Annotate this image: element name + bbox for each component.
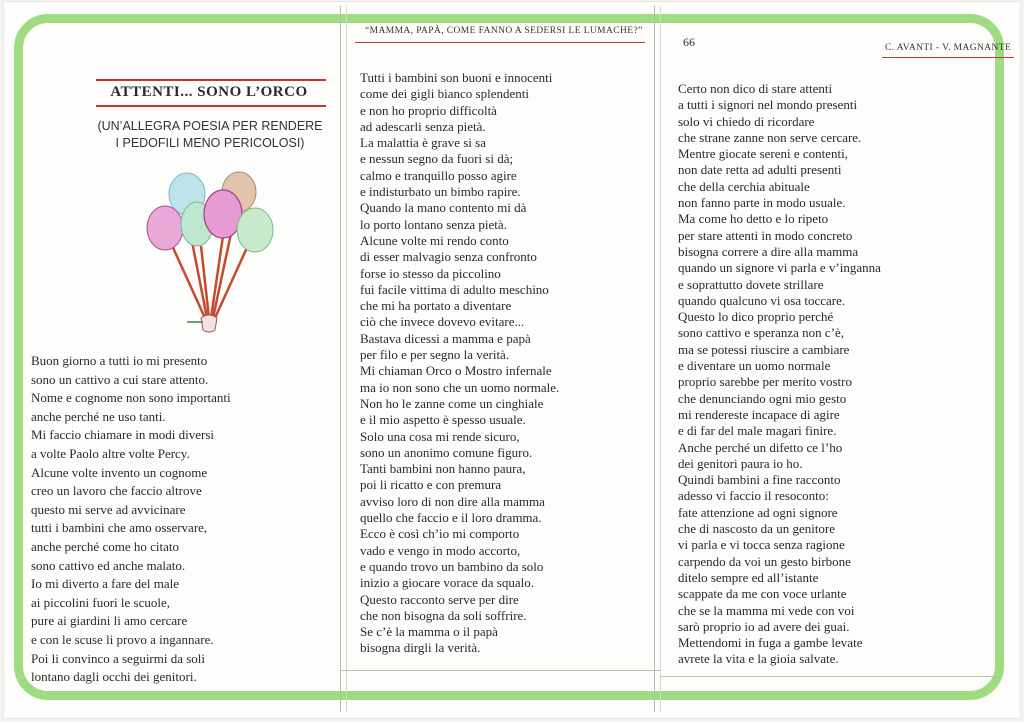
poem-line: per filo e per segno la verità.: [360, 347, 510, 363]
poem-line: Questo racconto serve per dire: [360, 591, 519, 607]
page-number: 66: [683, 35, 695, 49]
poem-line: e con le scuse li provo a ingannare.: [31, 631, 214, 647]
poem-line: Mentre giocate sereni e contenti,: [678, 146, 849, 162]
poem-line: questo mi serve ad avvicinare: [31, 501, 186, 517]
poem-line: Alcune volte invento un cognome: [31, 464, 208, 480]
poem-line: anche perché come ho citato: [31, 538, 179, 554]
poem-line: La malattia è grave si sa: [360, 135, 486, 151]
poem-line: Non ho le zanne come un cinghiale: [360, 395, 544, 411]
poem-line: Nome e cognome non sono importanti: [31, 390, 231, 406]
poem-line: anche perché ne uso tanti.: [31, 408, 166, 424]
page-fold-divider: [660, 6, 661, 712]
poem-line: adesso vi faccio il resoconto:: [678, 488, 829, 504]
poem-title: ATTENTI... SONO L’ORCO: [110, 84, 308, 100]
poem-line: fate attenzione ad ogni signore: [678, 504, 838, 520]
poem-line: e indisturbato un bimbo rapire.: [360, 184, 521, 200]
poem-line: a tutti i signori nel mondo presenti: [678, 97, 858, 113]
poem-line: ai piccolini fuori le scuole,: [31, 594, 170, 610]
poem-line: e nessun segno da fuori si dà;: [360, 151, 514, 167]
poem-line: e il mio aspetto è spesso usuale.: [360, 412, 526, 428]
poem-line: sarò proprio io ad avere dei guai.: [678, 618, 850, 634]
poem-line: avrete la vita e la gioia salvate.: [678, 651, 839, 667]
poem-line: Mettendomi in fuga a gambe levate: [678, 635, 863, 651]
poem-line: quando un signore vi parla e v’inganna: [678, 260, 881, 276]
poem-line: Mi faccio chiamare in modi diversi: [31, 427, 215, 443]
poem-line: Io mi diverto a fare del male: [31, 576, 179, 592]
poem-line: solo vi chiedo di ricordare: [678, 113, 815, 129]
poem-line: non date retta ad adulti presenti: [678, 162, 842, 178]
poem-line: quello che faccio e il loro dramma.: [360, 510, 542, 526]
poem-line: come dei gigli bianco splendenti: [360, 86, 529, 102]
poem-line: scappate da me con voce urlante: [678, 586, 847, 602]
poem-line: Solo una cosa mi rende sicuro,: [360, 428, 520, 444]
poem-line: Alcune volte mi rendo conto: [360, 232, 509, 248]
poem-line: lo porto lontano senza pietà.: [360, 216, 507, 232]
poem-line: bisogna correre a dire alla mamma: [678, 243, 859, 259]
balloons-illustration: [135, 168, 285, 338]
poem-line: avviso loro di non dire alla mamma: [360, 493, 545, 509]
title-rule-bottom: [96, 105, 326, 107]
poem-line: poi li ricatto e con premura: [360, 477, 502, 493]
page-edge-line: [340, 670, 660, 671]
poem-line: sono cattivo e speranza non c’è,: [678, 325, 845, 341]
poem-line: Anche perché un difetto ce l’ho: [678, 439, 843, 455]
poem-line: Se c’è la mamma o il papà: [360, 624, 498, 640]
poem-line: e di far del male magari finire.: [678, 423, 837, 439]
poem-line: che della cerchia abituale: [678, 178, 810, 194]
poem-line: dei genitori paura io ho.: [678, 455, 803, 471]
running-header-authors: C. AVANTI - V. MAGNANTE: [885, 43, 1012, 53]
poem-line: e non ho proprio difficoltà: [360, 102, 497, 118]
page-fold-divider: [340, 6, 341, 712]
poem-line: forse io stesso da piccolino: [360, 265, 501, 281]
poem-line: Ma come ho detto e lo ripeto: [678, 211, 829, 227]
poem-line: ciò che invece dovevo evitare...: [360, 314, 525, 330]
poem-line: Questo lo dico proprio perché: [678, 309, 834, 325]
poem-line: sono un cattivo a cui stare attento.: [31, 371, 209, 387]
poem-line: fui facile vittima di adulto meschino: [360, 281, 549, 297]
poem-line: proprio sarebbe per merito vostro: [678, 374, 853, 390]
poem-line: Quindi bambini a fine racconto: [678, 472, 841, 488]
poem-line: Buon giorno a tutti io mi presento: [31, 353, 208, 368]
poem-column-3: [678, 80, 881, 667]
poem-line: a volte Paolo altre volte Percy.: [31, 445, 190, 461]
poem-line: sono cattivo ed anche malato.: [31, 557, 186, 573]
poem-column-1: [31, 352, 231, 687]
page-fold-divider: [346, 6, 347, 712]
poem-line: pure ai giardini li amo cercare: [31, 613, 188, 629]
poem-line: ad adescarli senza pietà.: [360, 118, 486, 134]
poem-line: ditelo sempre ed all’istante: [678, 569, 819, 585]
poem-line: lontano dagli occhi dei genitori.: [31, 669, 197, 685]
poem-line: mi rendereste incapace di agire: [678, 406, 840, 422]
poem-line: che mi ha portato a diventare: [360, 298, 512, 314]
poem-line: inizio a giocare vorace da squalo.: [360, 575, 534, 591]
poem-line: Bastava dicessi a mamma e papà: [360, 330, 531, 346]
poem-column-2: [360, 69, 559, 656]
poem-line: e diventare un uomo normale: [678, 358, 831, 374]
poem-subtitle-line: I PEDOFILI MENO PERICOLOSI): [115, 136, 305, 150]
poem-line: Ecco è così ch’io mi comporto: [360, 526, 520, 542]
poem-line: non fanno parte in modo usuale.: [678, 195, 846, 211]
poem-line: Tanti bambini non hanno paura,: [360, 461, 526, 477]
poem-line: calmo e tranquillo posso agire: [360, 167, 517, 183]
header-rule: [882, 57, 1014, 58]
running-header-title: “MAMMA, PAPÀ, COME FANNO A SEDERSI LE LUMACHE?”: [365, 26, 643, 36]
poem-line: sono un anonimo comune figuro.: [360, 444, 533, 460]
poem-subtitle: [80, 118, 340, 152]
poem-line: Quando la mano contento mi dà: [360, 200, 527, 216]
header-rule: [355, 42, 645, 43]
poem-line: e quando trovo un bambino da solo: [360, 558, 544, 574]
poem-line: che denunciando ogni mio gesto: [678, 390, 847, 406]
poem-line: bisogna dirgli la verità.: [360, 640, 481, 656]
poem-line: Poi li convinco a seguirmi da soli: [31, 650, 206, 666]
poem-line: e soprattutto dovete strillare: [678, 276, 824, 292]
poem-line: carpendo da voi un gesto birbone: [678, 553, 851, 569]
page-edge-line: [660, 676, 1000, 677]
poem-subtitle-line: (UN’ALLEGRA POESIA PER RENDERE: [97, 119, 323, 133]
poem-line: che strane zanne non serve cercare.: [678, 129, 862, 145]
poem-line: di esser malvagio senza confronto: [360, 249, 537, 265]
poem-line: ma se potessi riuscire a cambiare: [678, 341, 850, 357]
poem-line: per stare attenti in modo concreto: [678, 227, 853, 243]
poem-line: quando qualcuno vi osa toccare.: [678, 292, 846, 308]
poem-line: tutti i bambini che amo osservare,: [31, 520, 208, 536]
poem-line: vi parla e vi tocca senza ragione: [678, 537, 845, 553]
poem-line: vado e vengo in modo accorto,: [360, 542, 521, 558]
title-rule-top: [96, 79, 326, 81]
page-fold-divider: [654, 6, 655, 712]
poem-line: che non bisogna da soli soffrire.: [360, 607, 527, 623]
poem-line: che di nascosto da un genitore: [678, 521, 836, 537]
poem-line: Mi chiaman Orco o Mostro infernale: [360, 363, 552, 379]
poem-line: ma io non sono che un uomo normale.: [360, 379, 560, 395]
poem-line: Certo non dico di stare attenti: [678, 81, 833, 96]
poem-line: Tutti i bambini son buoni e innocenti: [360, 70, 553, 85]
poem-line: che se la mamma mi vede con voi: [678, 602, 855, 618]
poem-line: creo un lavoro che faccio altrove: [31, 483, 202, 499]
